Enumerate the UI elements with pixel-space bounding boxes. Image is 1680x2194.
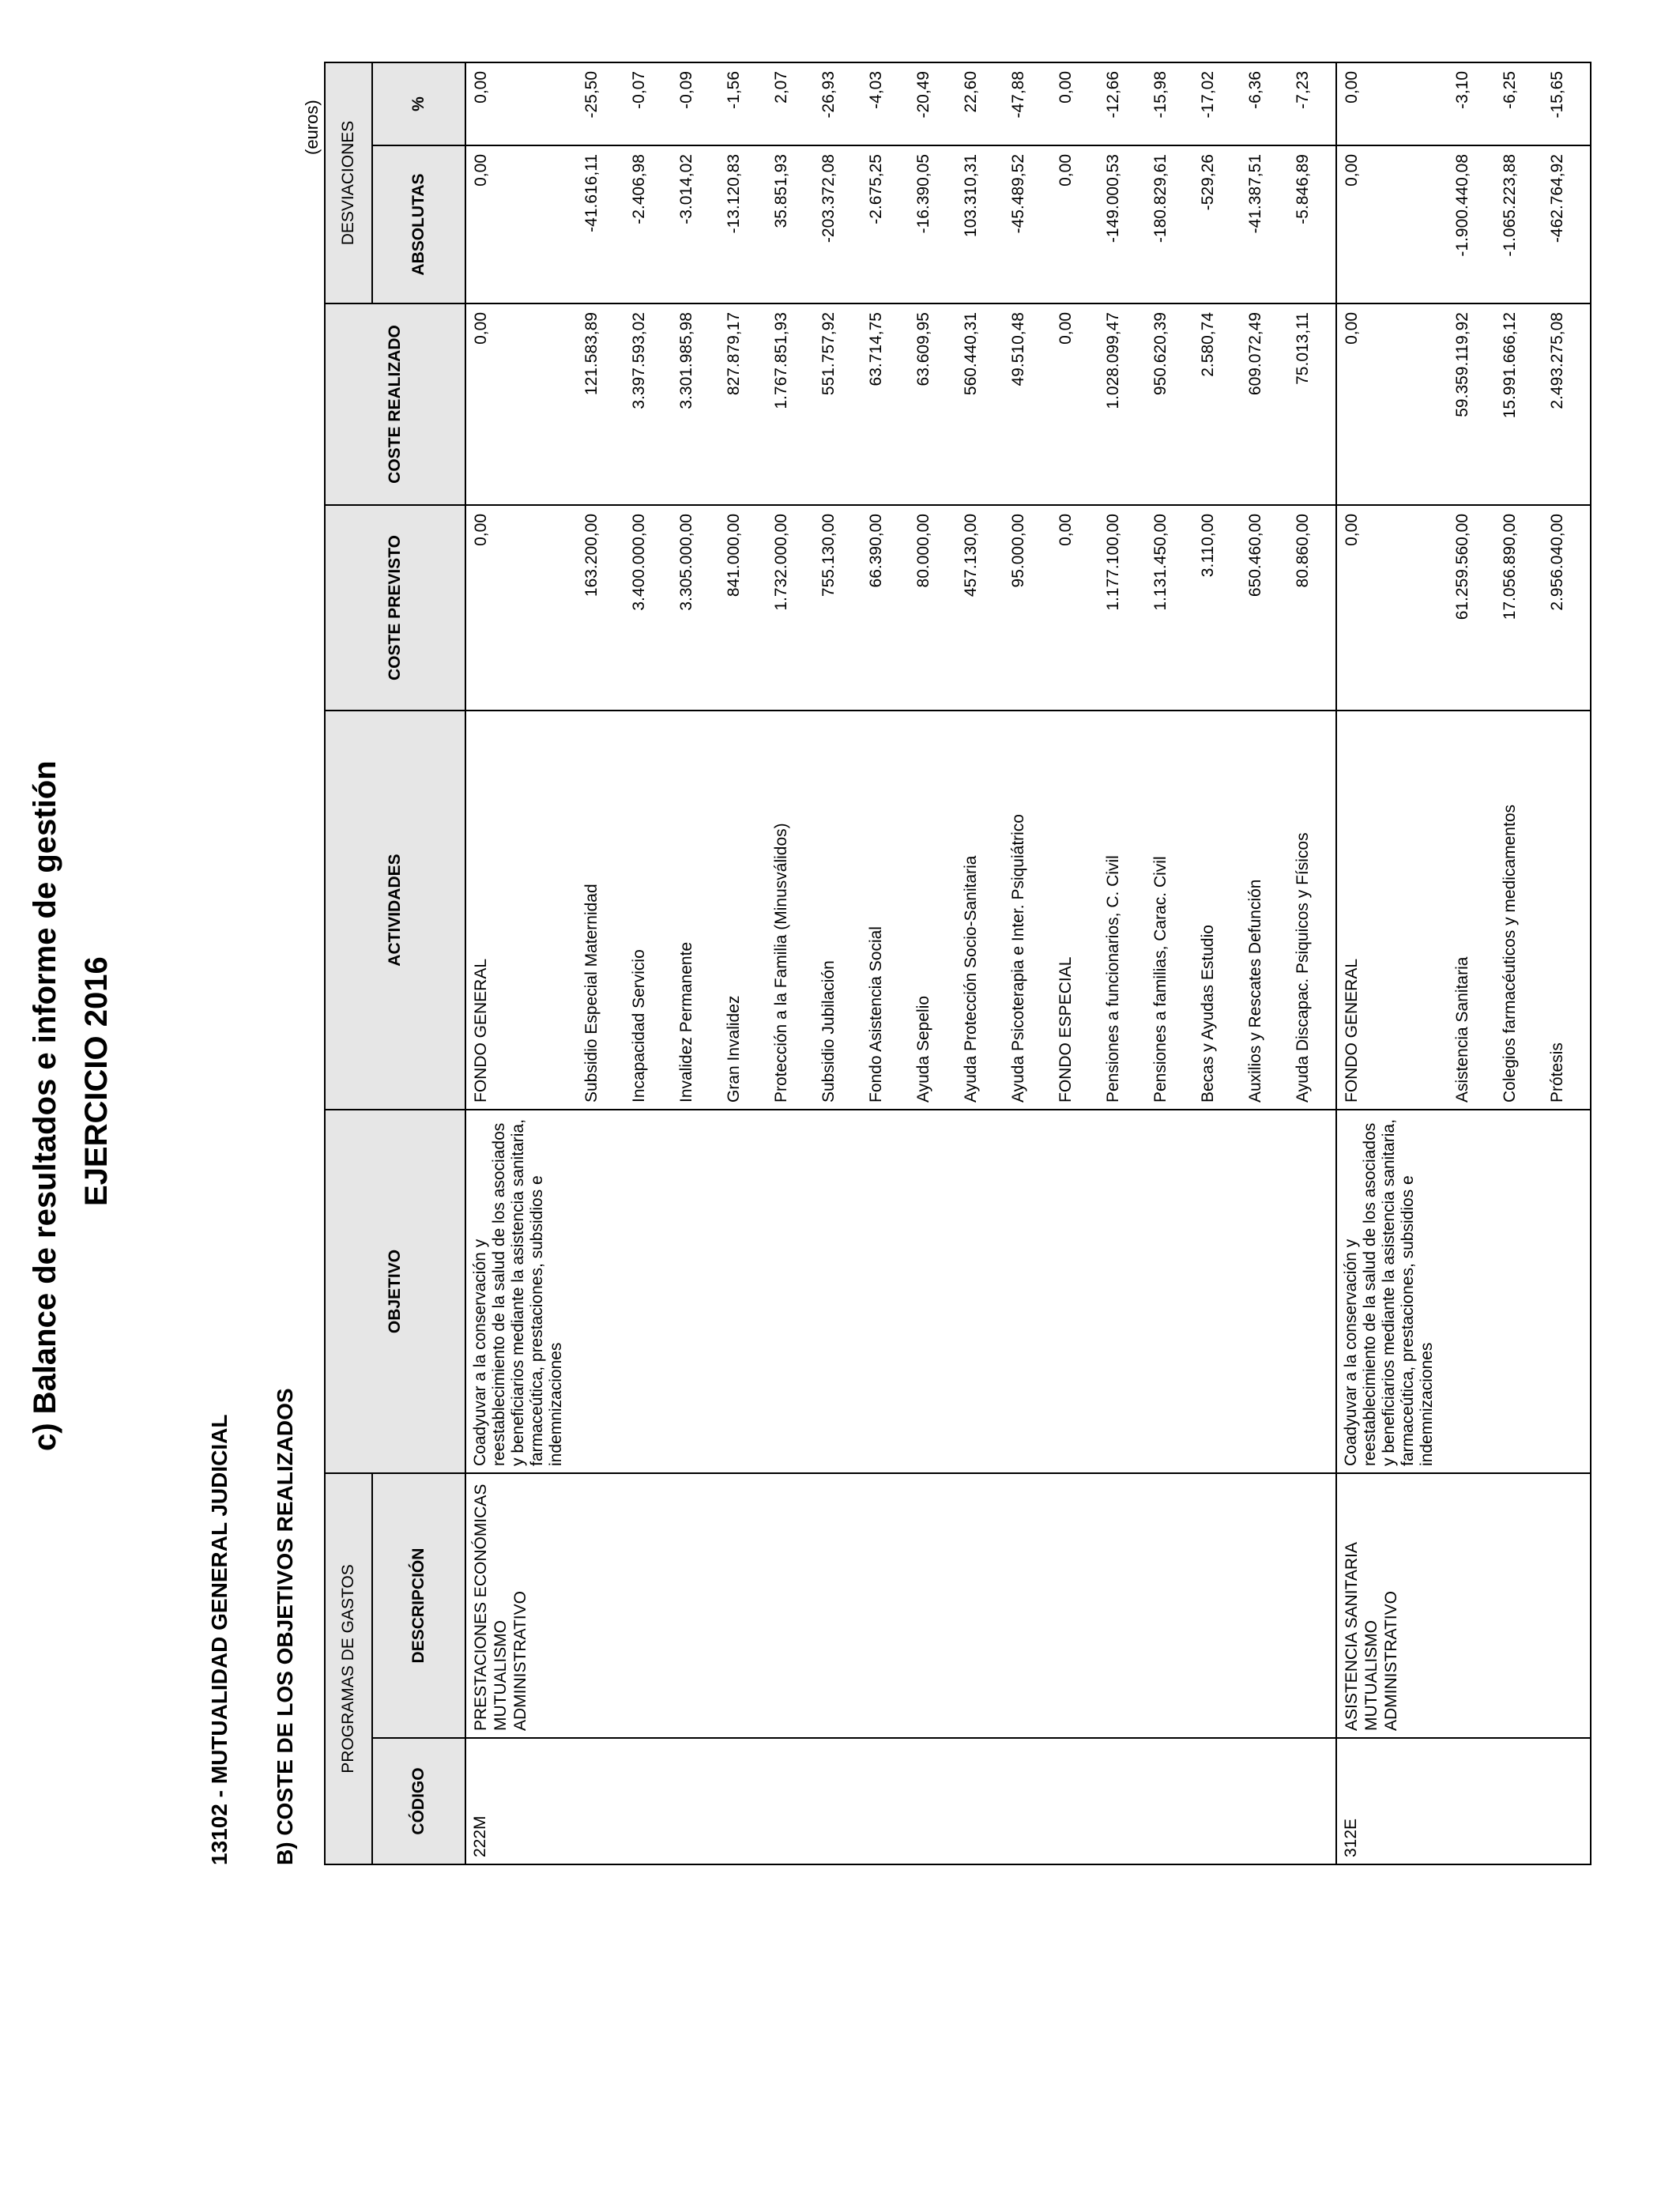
desviacion-absoluta-value: -1.900.440,08 <box>1453 154 1471 257</box>
activity-name: Asistencia Sanitaria <box>1453 956 1471 1103</box>
coste-previsto-value: 457.130,00 <box>962 514 980 598</box>
desviacion-absoluta-value: 0,00 <box>472 154 490 187</box>
desviacion-pct-value: 0,00 <box>1343 70 1361 104</box>
desviacion-absoluta-value: -1.065.223,88 <box>1501 154 1519 257</box>
header-coste-previsto: COSTE PREVISTO <box>325 505 465 711</box>
program-objective: Coadyuvar a la conservación y reestablecimiento de la salud de los asociados y beneficiarios mediante la asistencia sanitaria, farmaceútica, prestaciones, subsidios e indemnizaciones <box>471 1119 565 1466</box>
entity-title: 13102 - MUTUALIDAD GENERAL JUDICIAL <box>207 1414 232 1865</box>
desviacion-absoluta-value: -529,26 <box>1199 154 1217 211</box>
coste-realizado-value: 2.580,74 <box>1199 312 1217 377</box>
coste-realizado-value: 59.359.119,92 <box>1453 312 1471 417</box>
desviacion-pct-value: -1,56 <box>725 70 743 109</box>
coste-realizado-value: 121.583,89 <box>582 312 601 396</box>
desviacion-absoluta-value-cell <box>465 145 1336 303</box>
desviacion-pct-value: -47,88 <box>1009 70 1027 119</box>
activity-name: FONDO ESPECIAL <box>1057 956 1075 1103</box>
coste-realizado-value: 609.072,49 <box>1246 312 1264 396</box>
desviacion-pct-value: -6,25 <box>1501 70 1519 109</box>
coste-realizado-value: 63.714,75 <box>867 312 885 386</box>
program-code: 312E <box>1342 1818 1360 1857</box>
program-description: ASISTENCIA SANITARIA MUTUALISMO ADMINISTRATIVO <box>1343 1543 1400 1731</box>
coste-realizado-value-cell <box>1336 303 1591 505</box>
activity-name-cell <box>1336 711 1591 1110</box>
desviacion-pct-value: -0,07 <box>630 70 648 109</box>
coste-previsto-value: 650.460,00 <box>1246 514 1264 598</box>
coste-realizado-value: 3.301.985,98 <box>677 312 695 409</box>
coste-previsto-value-cell <box>1336 505 1591 711</box>
activity-name: Subsidio Jubilación <box>819 960 838 1103</box>
coste-previsto-value: 3.400.000,00 <box>630 514 648 611</box>
coste-realizado-value: 1.028.099,47 <box>1104 312 1122 409</box>
desviacion-absoluta-value: 0,00 <box>1057 154 1075 187</box>
program-description-cell <box>465 1473 1336 1738</box>
desviacion-absoluta-value: -149.000,53 <box>1104 154 1122 243</box>
coste-previsto-value: 2.956.040,00 <box>1548 514 1566 611</box>
header-objetivo: OBJETIVO <box>325 1110 465 1473</box>
group-desviaciones: DESVIACIONES <box>325 62 372 303</box>
desviacion-pct-value: -0,09 <box>677 70 695 109</box>
coste-previsto-value: 80.860,00 <box>1294 514 1312 588</box>
coste-realizado-value: 1.767.851,93 <box>772 312 790 409</box>
coste-realizado-value: 551.757,92 <box>819 312 838 396</box>
coste-previsto-value: 61.259.560,00 <box>1453 514 1471 620</box>
header-actividades: ACTIVIDADES <box>325 711 465 1110</box>
desviacion-pct-value: -3,10 <box>1453 70 1471 109</box>
desviacion-pct-value: 0,00 <box>472 70 490 104</box>
header-coste-realizado: COSTE REALIZADO <box>325 303 465 505</box>
desviacion-pct-value: -15,65 <box>1548 70 1566 119</box>
units-label: (euros) <box>302 100 322 155</box>
desviacion-absoluta-value: -16.390,05 <box>914 154 932 234</box>
coste-previsto-value: 841.000,00 <box>725 514 743 598</box>
section-title: B) COSTE DE LOS OBJETIVOS REALIZADOS <box>273 1388 297 1865</box>
coste-realizado-value: 49.510,48 <box>1009 312 1027 386</box>
desviacion-absoluta-value: -3.014,02 <box>677 154 695 224</box>
coste-previsto-value: 1.732.000,00 <box>772 514 790 611</box>
program-code-cell <box>465 1738 1336 1864</box>
report-subtitle: EJERCICIO 2016 <box>79 956 114 1206</box>
desviacion-pct-value: 22,60 <box>962 70 980 113</box>
activity-name: Auxilios y Rescates Defunción <box>1246 879 1264 1103</box>
desviacion-absoluta-value: -462.764,92 <box>1548 154 1566 243</box>
coste-realizado-value: 0,00 <box>472 312 490 345</box>
desviacion-pct-value: -15,98 <box>1151 70 1170 119</box>
desviacion-pct-value: -25,50 <box>582 70 601 119</box>
table-body <box>465 62 1591 1864</box>
coste-realizado-value: 560.440,31 <box>962 312 980 396</box>
coste-previsto-value: 1.131.450,00 <box>1151 514 1170 611</box>
program-row <box>465 62 1336 1864</box>
program-row <box>1336 62 1591 1864</box>
coste-previsto-value: 17.056.890,00 <box>1501 514 1519 620</box>
desviacion-absoluta-value-cell <box>1336 145 1591 303</box>
desviacion-pct-value: -26,93 <box>819 70 838 119</box>
coste-realizado-value: 75.013,11 <box>1294 312 1312 385</box>
cost-table <box>324 62 1591 1865</box>
coste-realizado-value: 0,00 <box>1343 312 1361 345</box>
desviacion-absoluta-value: 0,00 <box>1343 154 1361 187</box>
activity-name: Colegios farmacéuticos y medicamentos <box>1501 805 1519 1103</box>
desviacion-absoluta-value: -203.372,08 <box>819 154 838 243</box>
coste-realizado-value: 0,00 <box>1057 312 1075 345</box>
coste-previsto-value: 755.130,00 <box>819 514 838 598</box>
activity-name: Ayuda Sepelio <box>914 995 932 1103</box>
desviacion-absoluta-value: -41.616,11 <box>582 154 601 232</box>
desviacion-absoluta-value: -180.829,61 <box>1151 154 1170 243</box>
header-descripcion: DESCRIPCIÓN <box>372 1473 465 1738</box>
coste-previsto-value: 0,00 <box>1057 514 1075 546</box>
activity-name: Incapacidad Servicio <box>630 949 648 1103</box>
coste-previsto-value: 1.177.100,00 <box>1104 514 1122 611</box>
activity-name: Prótesis <box>1548 1042 1566 1103</box>
desviacion-absoluta-value: -5.846,89 <box>1294 154 1312 224</box>
desviacion-pct-value: -7,23 <box>1294 70 1312 109</box>
activity-name-cell <box>465 711 1336 1110</box>
desviacion-absoluta-value: -41.387,51 <box>1246 154 1264 234</box>
desviacion-absoluta-value: -45.489,52 <box>1009 154 1027 234</box>
coste-previsto-value: 80.000,00 <box>914 514 932 588</box>
desviacion-pct-value: -12,66 <box>1104 70 1122 119</box>
activity-name: Ayuda Psicoterapia e Inter. Psiquiátrico <box>1009 814 1027 1103</box>
coste-previsto-value: 3.305.000,00 <box>677 514 695 611</box>
activity-name: FONDO GENERAL <box>1343 958 1361 1103</box>
activity-name: Ayuda Discapac. Psiquicos y Físicos <box>1294 832 1312 1103</box>
header-codigo: CÓDIGO <box>372 1738 465 1864</box>
desviacion-pct-value: -17,02 <box>1199 70 1217 119</box>
desviacion-pct-value: -4,03 <box>867 70 885 109</box>
coste-previsto-value: 0,00 <box>1343 514 1361 546</box>
coste-realizado-value-cell <box>465 303 1336 505</box>
coste-realizado-value: 63.609,95 <box>914 312 932 386</box>
header-absolutas: ABSOLUTAS <box>372 145 465 303</box>
activity-name: FONDO GENERAL <box>472 958 490 1103</box>
program-objective-cell <box>1336 1110 1591 1473</box>
program-code-cell <box>1336 1738 1591 1864</box>
program-code: 222M <box>471 1815 489 1857</box>
activity-name: Pensiones a funcionarios, C. Civil <box>1104 855 1122 1103</box>
activity-name: Pensiones a familias, Carac. Civil <box>1151 856 1170 1103</box>
activity-name: Subsidio Especial Maternidad <box>582 884 601 1103</box>
group-programas: PROGRAMAS DE GASTOS <box>325 1473 372 1864</box>
activity-name: Ayuda Protección Socio-Sanitaria <box>962 855 980 1103</box>
desviacion-absoluta-value: 35.851,93 <box>772 154 790 228</box>
coste-realizado-value: 950.620,39 <box>1151 312 1170 396</box>
program-objective: Coadyuvar a la conservación y reestablecimiento de la salud de los asociados y beneficiarios mediante la asistencia sanitaria, farmaceútica, prestaciones, subsidios e indemnizaciones <box>1342 1119 1436 1466</box>
desviacion-pct-value-cell <box>1336 62 1591 145</box>
desviacion-absoluta-value: -13.120,83 <box>725 154 743 234</box>
desviacion-pct-value: 2,07 <box>772 70 790 104</box>
desviacion-pct-value-cell <box>465 62 1336 145</box>
header-pct: % <box>372 62 465 145</box>
coste-realizado-value: 3.397.593,02 <box>630 312 648 409</box>
coste-previsto-value: 95.000,00 <box>1009 514 1027 588</box>
coste-realizado-value: 2.493.275,08 <box>1548 312 1566 409</box>
coste-previsto-value-cell <box>465 505 1336 711</box>
coste-previsto-value: 163.200,00 <box>582 514 601 598</box>
desviacion-absoluta-value: -2.675,25 <box>867 154 885 224</box>
coste-previsto-value: 0,00 <box>472 514 490 546</box>
desviacion-absoluta-value: -2.406,98 <box>630 154 648 224</box>
activity-name: Invalidez Permanente <box>677 941 695 1103</box>
activity-name: Becas y Ayudas Estudio <box>1199 925 1217 1103</box>
coste-realizado-value: 827.879,17 <box>725 312 743 396</box>
program-objective-cell <box>465 1110 1336 1473</box>
desviacion-pct-value: 0,00 <box>1057 70 1075 104</box>
desviacion-absoluta-value: 103.310,31 <box>962 154 980 238</box>
coste-previsto-value: 66.390,00 <box>867 514 885 588</box>
coste-previsto-value: 3.110,00 <box>1199 514 1217 578</box>
coste-realizado-value: 15.991.666,12 <box>1501 312 1519 419</box>
activity-name: Fondo Asistencia Social <box>867 926 885 1103</box>
activity-name: Protección a la Familia (Minusválidos) <box>772 823 790 1103</box>
activity-name: Gran Invalidez <box>725 995 743 1103</box>
program-description-cell <box>1336 1473 1591 1738</box>
desviacion-pct-value: -20,49 <box>914 70 932 119</box>
report-title: c) Balance de resultados e informe de gestión <box>28 760 62 1451</box>
program-description: PRESTACIONES ECONÓMICAS MUTUALISMO ADMINISTRATIVO <box>472 1483 529 1731</box>
desviacion-pct-value: -6,36 <box>1246 70 1264 109</box>
